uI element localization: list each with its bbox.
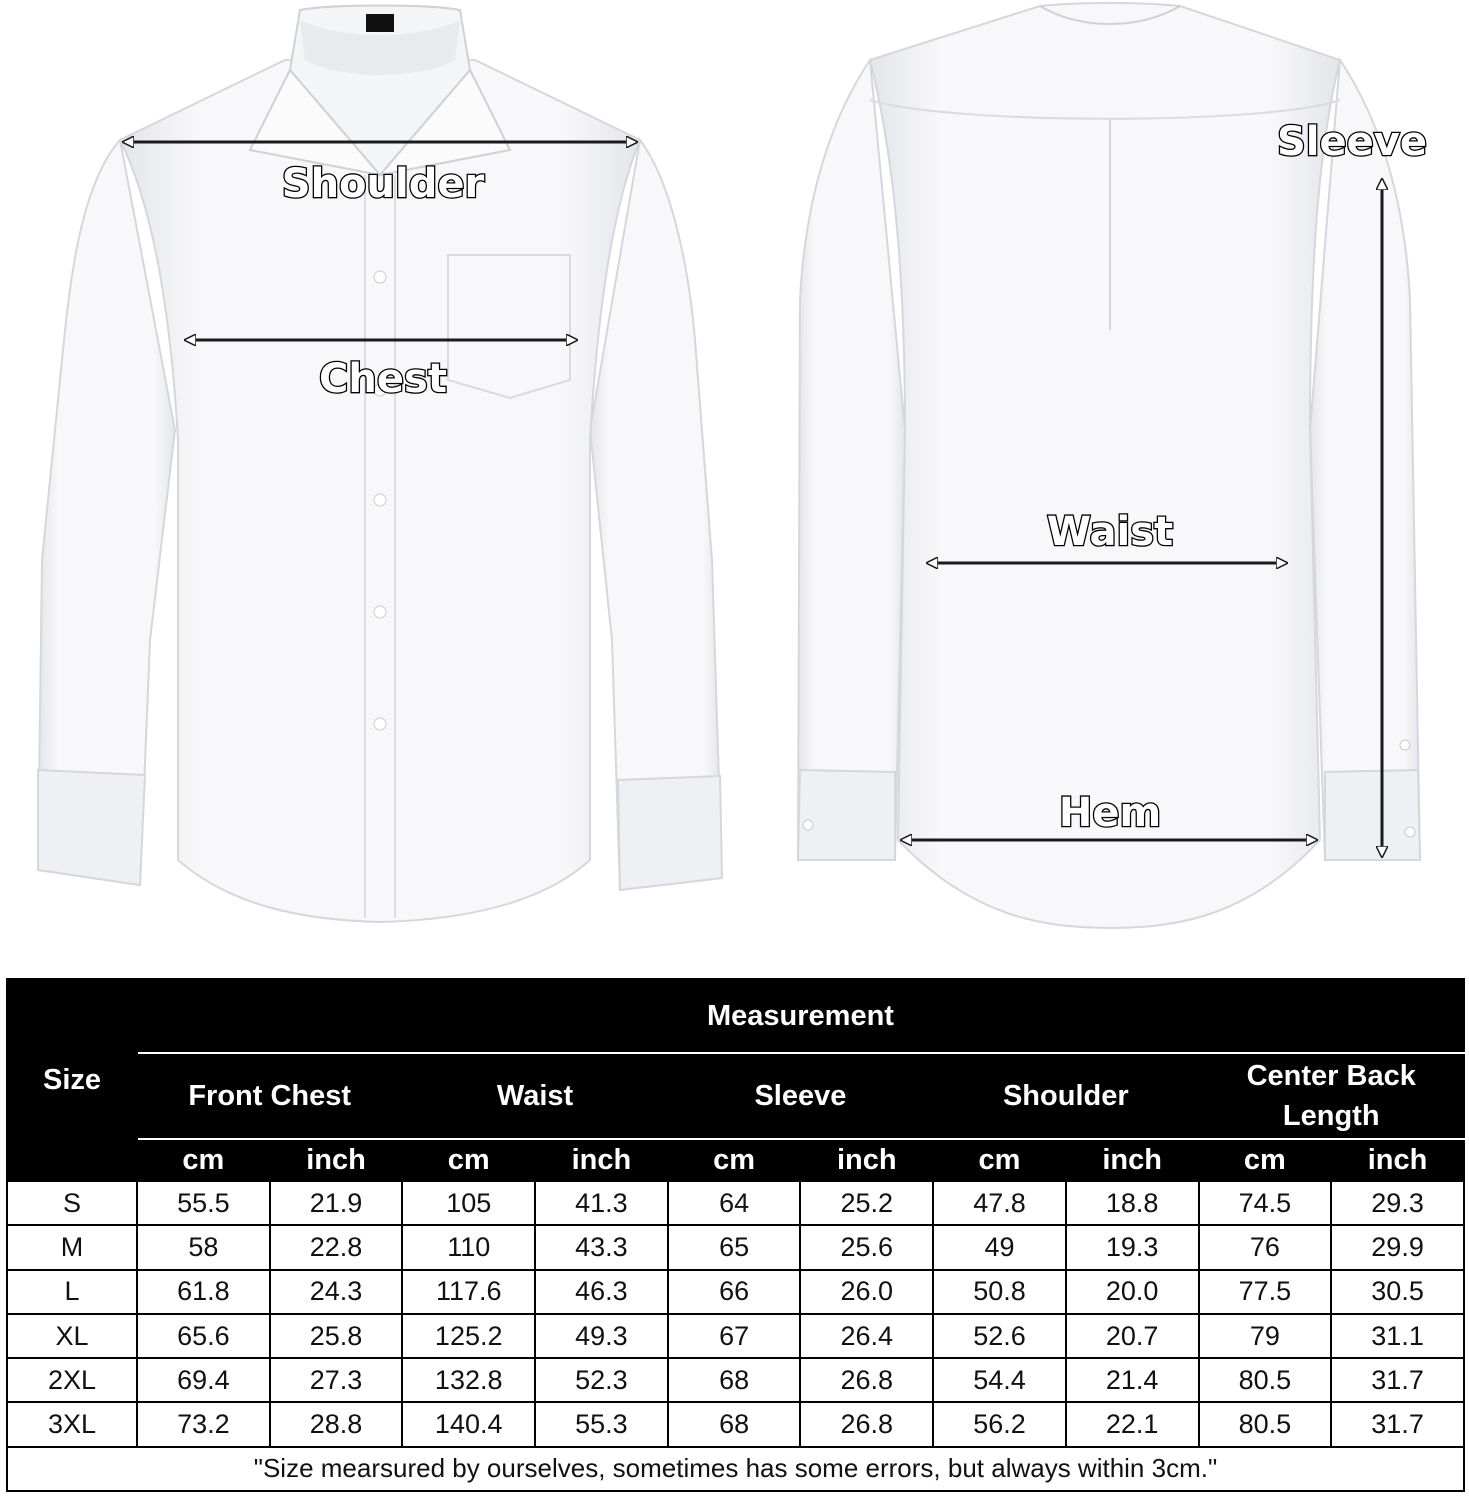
table-cell: 21.4 [1066,1358,1199,1402]
group-header-waist: Waist [402,1053,667,1139]
table-cell: 132.8 [402,1358,535,1402]
unit-header: inch [270,1139,403,1181]
table-cell: 69.4 [137,1358,270,1402]
table-cell: 55.3 [535,1402,668,1446]
unit-header: cm [933,1139,1066,1181]
table-row [7,1314,1464,1358]
size-cell: XL [7,1314,137,1358]
table-cell: 67 [668,1314,801,1358]
table-cell: 20.0 [1066,1270,1199,1314]
table-cell: 110 [402,1225,535,1269]
table-cell: 28.8 [270,1402,403,1446]
size-chart-table [6,978,1465,1492]
table-cell: 66 [668,1270,801,1314]
table-cell: 49.3 [535,1314,668,1358]
table-cell: 31.7 [1331,1402,1464,1446]
table-cell: 26.8 [800,1358,933,1402]
sleeve-label: Sleeve [1277,119,1427,165]
size-cell: 3XL [7,1402,137,1446]
table-cell: 26.0 [800,1270,933,1314]
group-header-center-back-length: Center Back Length [1199,1053,1464,1139]
table-cell: 54.4 [933,1358,1066,1402]
measurement-note: "Size mearsured by ourselves, sometimes has some errors, but always within 3cm." [7,1447,1464,1491]
group-header-sleeve: Sleeve [668,1053,933,1139]
table-row [7,1402,1464,1446]
table-row [7,1181,1464,1225]
table-cell: 43.3 [535,1225,668,1269]
table-row [7,1358,1464,1402]
table-cell: 77.5 [1199,1270,1332,1314]
table-cell: 27.3 [270,1358,403,1402]
unit-header: inch [535,1139,668,1181]
table-cell: 41.3 [535,1181,668,1225]
table-cell: 125.2 [402,1314,535,1358]
size-cell: S [7,1181,137,1225]
table-cell: 80.5 [1199,1402,1332,1446]
table-cell: 29.3 [1331,1181,1464,1225]
table-cell: 24.3 [270,1270,403,1314]
size-header: Size [7,979,137,1181]
table-row [7,1270,1464,1314]
table-cell: 19.3 [1066,1225,1199,1269]
table-cell: 46.3 [535,1270,668,1314]
table-cell: 20.7 [1066,1314,1199,1358]
size-cell: 2XL [7,1358,137,1402]
table-cell: 25.6 [800,1225,933,1269]
measurement-header: Measurement [137,979,1464,1053]
size-cell: L [7,1270,137,1314]
table-cell: 68 [668,1358,801,1402]
unit-header: cm [1199,1139,1332,1181]
table-cell: 68 [668,1402,801,1446]
table-cell: 105 [402,1181,535,1225]
table-cell: 65 [668,1225,801,1269]
table-cell: 58 [137,1225,270,1269]
table-cell: 22.8 [270,1225,403,1269]
shoulder-label: Shoulder [281,161,485,207]
table-cell: 25.8 [270,1314,403,1358]
table-cell: 52.3 [535,1358,668,1402]
unit-header: cm [668,1139,801,1181]
table-cell: 21.9 [270,1181,403,1225]
table-cell: 79 [1199,1314,1332,1358]
size-table-body [7,1181,1464,1447]
table-cell: 31.7 [1331,1358,1464,1402]
size-cell: M [7,1225,137,1269]
table-cell: 47.8 [933,1181,1066,1225]
unit-header: inch [800,1139,933,1181]
table-row [7,1225,1464,1269]
table-cell: 74.5 [1199,1181,1332,1225]
table-cell: 56.2 [933,1402,1066,1446]
table-cell: 49 [933,1225,1066,1269]
table-cell: 76 [1199,1225,1332,1269]
table-cell: 22.1 [1066,1402,1199,1446]
hem-label: Hem [1058,790,1162,836]
table-cell: 117.6 [402,1270,535,1314]
unit-header: inch [1066,1139,1199,1181]
table-cell: 80.5 [1199,1358,1332,1402]
table-cell: 29.9 [1331,1225,1464,1269]
table-cell: 140.4 [402,1402,535,1446]
table-cell: 25.2 [800,1181,933,1225]
unit-header: cm [137,1139,270,1181]
table-cell: 64 [668,1181,801,1225]
table-cell: 52.6 [933,1314,1066,1358]
table-cell: 31.1 [1331,1314,1464,1358]
table-cell: 73.2 [137,1402,270,1446]
table-cell: 65.6 [137,1314,270,1358]
table-cell: 61.8 [137,1270,270,1314]
table-cell: 55.5 [137,1181,270,1225]
unit-header: cm [402,1139,535,1181]
unit-header: inch [1331,1139,1464,1181]
table-cell: 30.5 [1331,1270,1464,1314]
table-cell: 50.8 [933,1270,1066,1314]
table-cell: 18.8 [1066,1181,1199,1225]
group-header-shoulder: Shoulder [933,1053,1198,1139]
chest-label: Chest [319,356,447,402]
table-cell: 26.4 [800,1314,933,1358]
group-header-front-chest: Front Chest [137,1053,402,1139]
table-cell: 26.8 [800,1402,933,1446]
waist-label: Waist [1046,509,1174,555]
